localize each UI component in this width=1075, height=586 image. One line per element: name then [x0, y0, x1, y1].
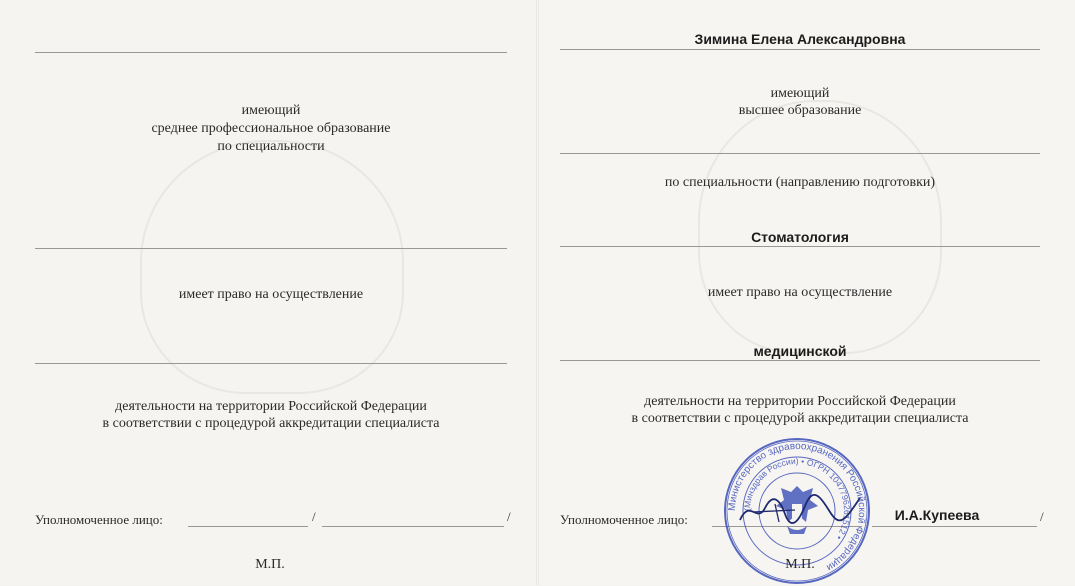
- education-line: [560, 153, 1040, 154]
- signer-name: И.А.Купеева: [894, 507, 980, 523]
- seal-place-label: М.П.: [785, 557, 815, 572]
- specialty-value: Стоматология: [751, 229, 849, 245]
- specialty-line: [35, 248, 507, 249]
- signer-name-line: [322, 526, 504, 527]
- slash-separator: /: [1040, 509, 1044, 524]
- watermark-emblem: [140, 140, 404, 394]
- education-label: высшее образование: [738, 103, 862, 118]
- stamp-inner-text: (Минздрав России) • ОГРН 1047796261512 •: [741, 455, 853, 542]
- specialty-line: [560, 246, 1040, 247]
- by-specialty-label: по специальности (направлению подготовки): [664, 175, 936, 190]
- having-label: имеющий: [770, 86, 830, 101]
- slash-separator: /: [312, 509, 316, 524]
- signer-name-line: [872, 526, 1037, 527]
- activity-type-line: [35, 363, 507, 364]
- activity-type-value: медицинской: [753, 343, 847, 359]
- name-line: [35, 52, 507, 53]
- signature-line: [188, 526, 308, 527]
- education-label: среднее профессиональное образование: [151, 121, 391, 136]
- holder-full-name: Зимина Елена Александровна: [694, 31, 906, 47]
- slash-separator: /: [507, 509, 511, 524]
- having-label: имеющий: [241, 103, 301, 118]
- right-to-label: имеет право на осуществление: [178, 287, 364, 302]
- stamp-outer-text: Министерство здравоохранения Российской Федерации: [726, 440, 868, 573]
- name-line: [560, 49, 1040, 50]
- activity-text-2: в соответствии с процедурой аккредитации специалиста: [631, 411, 969, 426]
- activity-type-line: [560, 360, 1040, 361]
- watermark-emblem: [698, 100, 942, 354]
- activity-text-2: в соответствии с процедурой аккредитации специалиста: [102, 416, 440, 431]
- activity-text-1: деятельности на территории Российской Федерации: [115, 399, 427, 414]
- seal-place-label: М.П.: [255, 557, 285, 572]
- page-fold: [536, 0, 539, 585]
- right-to-label: имеет право на осуществление: [707, 285, 893, 300]
- handwritten-signature: [735, 490, 865, 530]
- by-specialty-label: по специальности: [217, 139, 325, 154]
- authorized-person-label: Уполномоченное лицо:: [35, 512, 163, 527]
- activity-text-1: деятельности на территории Российской Федерации: [644, 394, 956, 409]
- authorized-person-label: Уполномоченное лицо:: [560, 512, 688, 527]
